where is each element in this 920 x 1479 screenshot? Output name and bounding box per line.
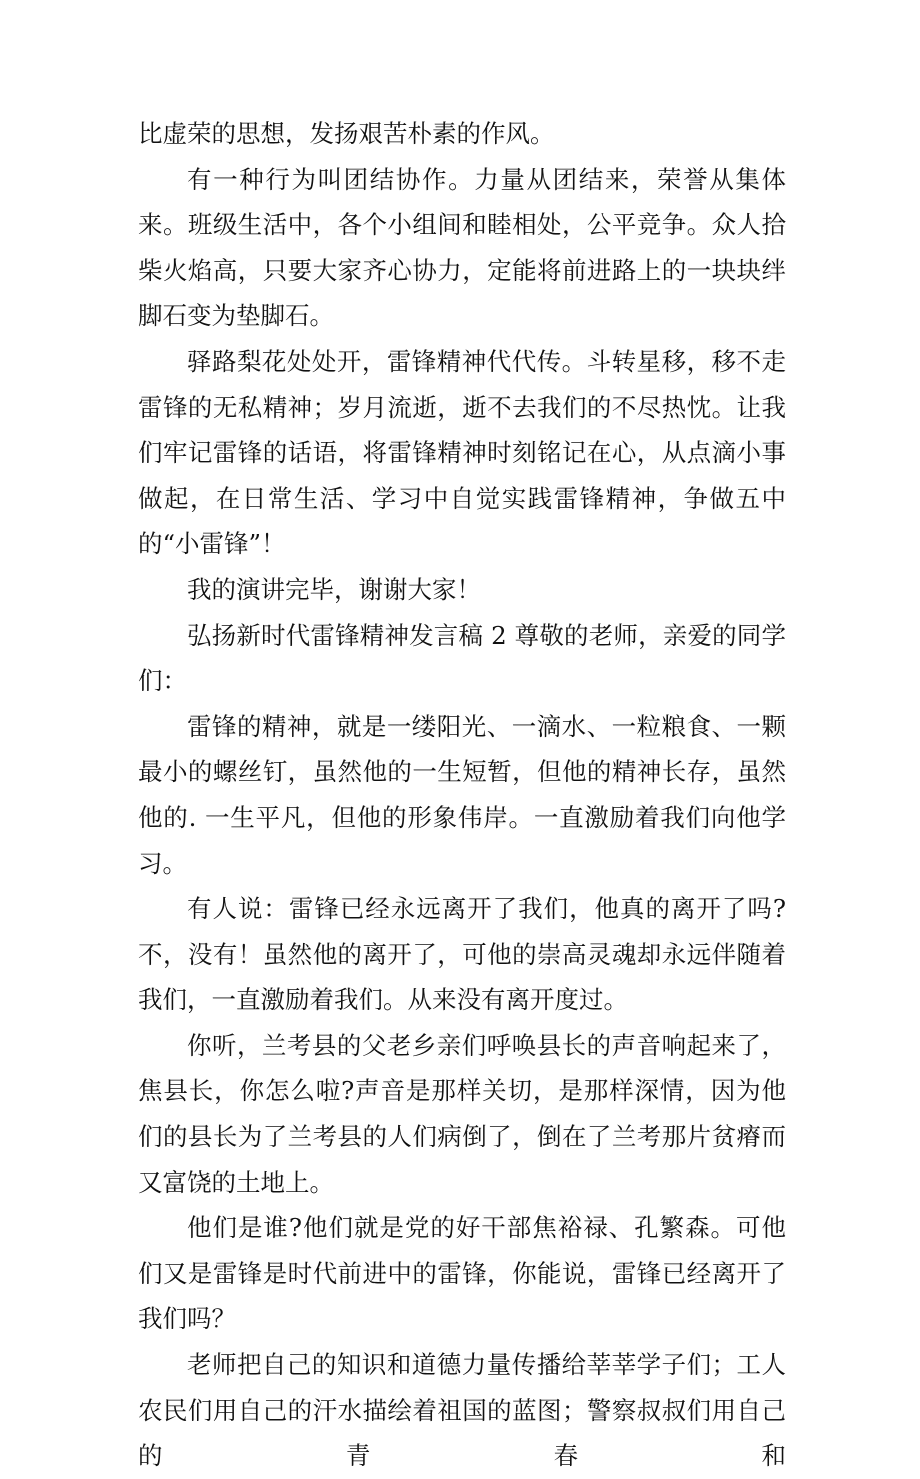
- paragraph-teamwork: 有一种行为叫团结协作。力量从团结来，荣誉从集体来。班级生活中，各个小组间和睦相处，公平竞争。众人拾柴火焰高，只要大家齐心协力，定能将前进路上的一块块绊脚石变为垫脚石。: [138, 164, 786, 331]
- paragraph-lankao: 你听，兰考县的父老乡亲们呼唤县长的声音响起来了，焦县长，你怎么啦?声音是那样关切，是那样深情，因为他们的县长为了兰考县的人们病倒了，倒在了兰考那片贫瘠而又富饶的土地上。: [138, 1030, 786, 1197]
- paragraph-continuation: 比虚荣的思想，发扬艰苦朴素的作风。: [138, 119, 555, 148]
- document-body: [138, 111, 786, 1479]
- paragraph-leifeng-spirit: 驿路梨花处处开，雷锋精神代代传。斗转星移，移不走雷锋的无私精神；岁月流逝，逝不去我们的不尽热忱。让我们牢记雷锋的话语，将雷锋精神时刻铭记在心，从点滴小事做起，在日常生活、学习中自觉实践雷锋精神，争做五中的“小雷锋”！: [138, 346, 786, 559]
- paragraph-spirit-definition: 雷锋的精神，就是一缕阳光、一滴水、一粒粮食、一颗最小的螺丝钉，虽然他的一生短暂，但他的精神长存，虽然他的. 一生平凡，但他的形象伟岸。一直激励着我们向他学习。: [138, 711, 786, 878]
- paragraph-closing: 我的演讲完毕，谢谢大家！: [187, 574, 481, 604]
- paragraph-teachers-workers: 老师把自己的知识和道德力量传播给莘莘学子们；工人农民们用自己的汗水描绘着祖国的蓝图；警察叔叔们用自己的青春和: [138, 1350, 786, 1471]
- paragraph-someone-said: 有人说：雷锋已经永远离开了我们，他真的离开了吗?不，没有！虽然他的离开了，可他的崇高灵魂却永远伴随着我们，一直激励着我们。从来没有离开度过。: [138, 894, 786, 1015]
- paragraph-speech-2-title: 弘扬新时代雷锋精神发言稿 2 尊敬的老师，亲爱的同学们：: [138, 620, 786, 696]
- paragraph-who-are-they: 他们是谁?他们就是党的好干部焦裕禄、孔繁森。可他们又是雷锋是时代前进中的雷锋，你能说，雷锋已经离开了我们吗？: [138, 1213, 786, 1334]
